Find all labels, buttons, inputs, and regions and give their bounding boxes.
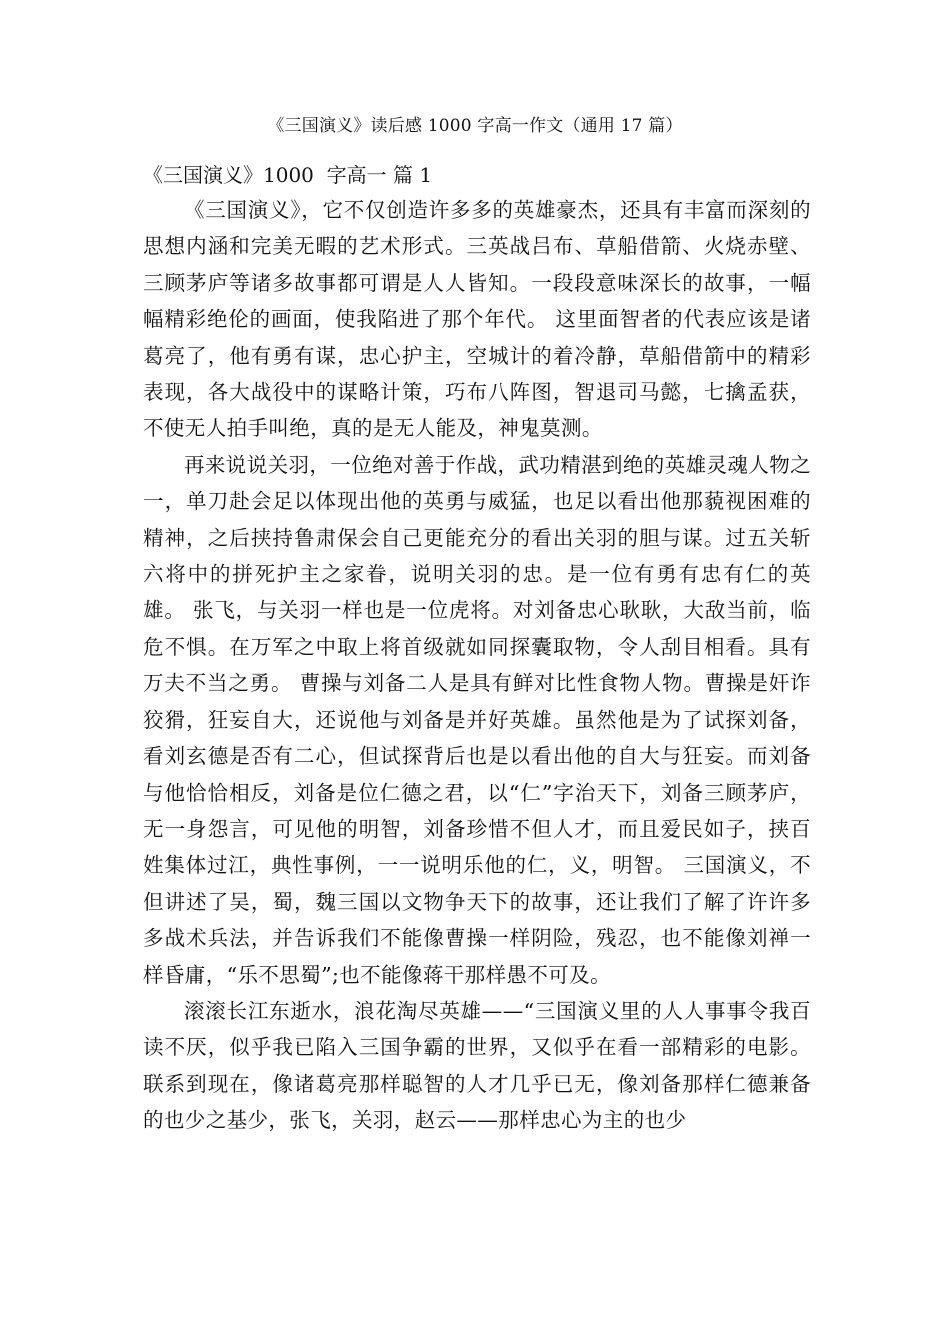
essay-paragraph: 滚滚长江东逝水，浪花淘尽英雄——“三国演义里的人人事事令我百读不厌，似乎我已陷入三国争霸的世界，又似乎在看一部精彩的电影。 联系到现在，像诸葛亮那样聪智的人才几乎已无，像刘备那样仁德兼备的也少之基少，张飞，关羽，赵云——那样忠心为主的也少 [143,998,811,1133]
section-heading: 《三国演义》1000 字高一 篇 1 [143,163,433,187]
document-title: 《三国演义》读后感 1000 字高一作文（通用 17 篇） [267,116,683,136]
essay-paragraph: 再来说说关羽，一位绝对善于作战，武功精湛到绝的英雄灵魂人物之一，单刀赴会足以体现出他的英勇与威猛，也足以看出他那藐视困难的精神，之后挟持鲁肃保会自己更能充分的看出关羽的胆与谋。过五关斩六将中的拼死护主之家眷，说明关羽的忠。是一位有勇有忠有仁的英雄。 张飞，与关羽一样也是一位虎将。对刘备忠心耿耿，大敌当前，临危不惧。在万军之中取上将首级就如同探囊取物，令人刮目相看。具有万夫不当之勇。 曹操与刘备二人是具有鲜对比性食物人物。曹操是奸诈狡猾，狂妄自大，还说他与刘备是并好英雄。虽然他是为了试探刘备，看刘玄德是否有二心，但试探背后也是以看出他的自大与狂妄。而刘备与他恰恰相反，刘备是位仁德之君，以“仁”字治天下，刘备三顾茅庐，无一身怨言，可见他的明智，刘备珍惜不但人才，而且爱民如子，挟百姓集体过江，典性事例，一一说明乐他的仁，义，明智。 三国演义，不但讲述了吴，蜀，魏三国以文物争天下的故事，还让我们了解了许许多多战术兵法，并告诉我们不能像曹操一样阴险，残忍，也不能像刘禅一样昏庸，“乐不思蜀”;也不能像蒋干那样愚不可及。 [143,452,811,987]
essay-paragraph: 《三国演义》，它不仅创造许多多的英雄豪杰，还具有丰富而深刻的思想内涵和完美无暇的艺术形式。三英战吕布、草船借箭、火烧赤壁、三顾茅庐等诸多故事都可谓是人人皆知。一段段意味深长的故事，一幅幅精彩绝伦的画面，使我陷进了那个年代。 这里面智者的代表应该是诸葛亮了，他有勇有谋，忠心护主，空城计的着冷静，草船借箭中的精彩表现，各大战役中的谋略计策，巧布八阵图，智退司马懿，七擒孟获，不使无人拍手叫绝，真的是无人能及，神鬼莫测。 [143,198,811,441]
essay-body [143,192,811,1139]
